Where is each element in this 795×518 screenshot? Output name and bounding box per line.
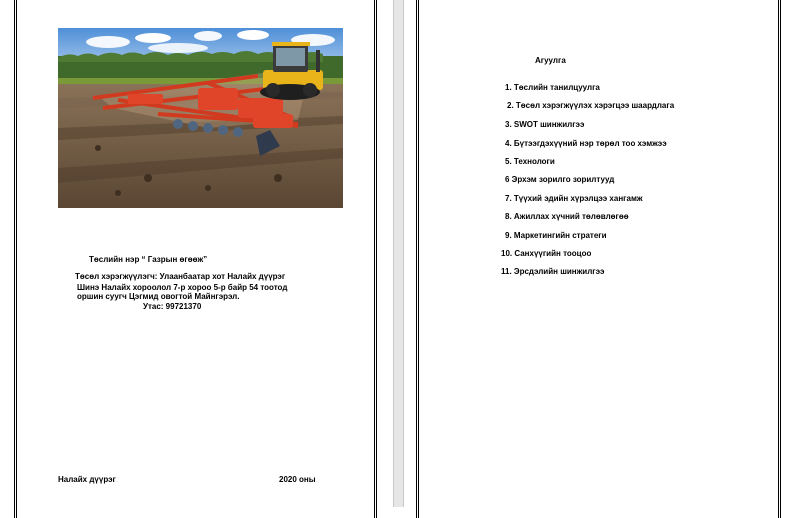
- executor-line-2: Шинэ Налайх хороолол 7-р хороо 5-р байр 54 тоотод: [77, 283, 288, 292]
- toc-title: Агуулга: [535, 56, 566, 65]
- footer-year: 2020 оны: [279, 475, 316, 484]
- toc-item: 2. Төсөл хэрэгжүүлэх хэрэгцээ шаардлага: [507, 101, 675, 110]
- right-page: [410, 0, 795, 518]
- toc-item: 5. Технологи: [505, 157, 555, 166]
- toc-item: 3. SWOT шинжилгээ: [505, 120, 585, 129]
- page-border-right-inner: [778, 0, 779, 518]
- executor-line-3: оршин суугч Цэгмид овогтой Майнгэрэл.: [77, 292, 240, 301]
- toc-item: 8. Ажиллах хүчний төлөвлөгөө: [505, 212, 629, 221]
- toc-item: 6 Эрхэм зорилго зорилтууд: [505, 175, 615, 184]
- toc-item: 11. Эрсдэлийн шинжилгээ: [501, 267, 605, 276]
- phone-number: Утас: 99721370: [143, 302, 202, 311]
- page-border-left-inner: [16, 0, 17, 518]
- toc-item: 10. Санхүүгийн тооцоо: [501, 249, 592, 258]
- toc-item: 1. Төслийн танилцуулга: [505, 83, 600, 92]
- toc-item: 7. Түүхий эдийн хүрэлцээ хангамж: [505, 194, 643, 203]
- page-border-left: [416, 0, 417, 518]
- page-border-left: [14, 0, 15, 518]
- footer-location: Налайх дүүрэг: [58, 475, 116, 484]
- page-border-left-inner: [418, 0, 419, 518]
- field-photo: [58, 28, 343, 208]
- page-border-right-inner: [374, 0, 375, 518]
- gutter-scroll-strip: [393, 0, 404, 507]
- toc-item: 9. Маркетингийн стратеги: [505, 231, 607, 240]
- toc-item: 4. Бүтээгдэхүүний нэр төрөл тоо хэмжээ: [505, 139, 667, 148]
- executor-line-1: Төсөл хэрэгжүүлэгч: Улаанбаатар хот Налайх дүүрэг: [75, 272, 286, 281]
- page-border-right: [376, 0, 377, 518]
- page-border-right: [780, 0, 781, 518]
- project-name: Төслийн нэр “ Газрын өгөөж”: [89, 255, 208, 264]
